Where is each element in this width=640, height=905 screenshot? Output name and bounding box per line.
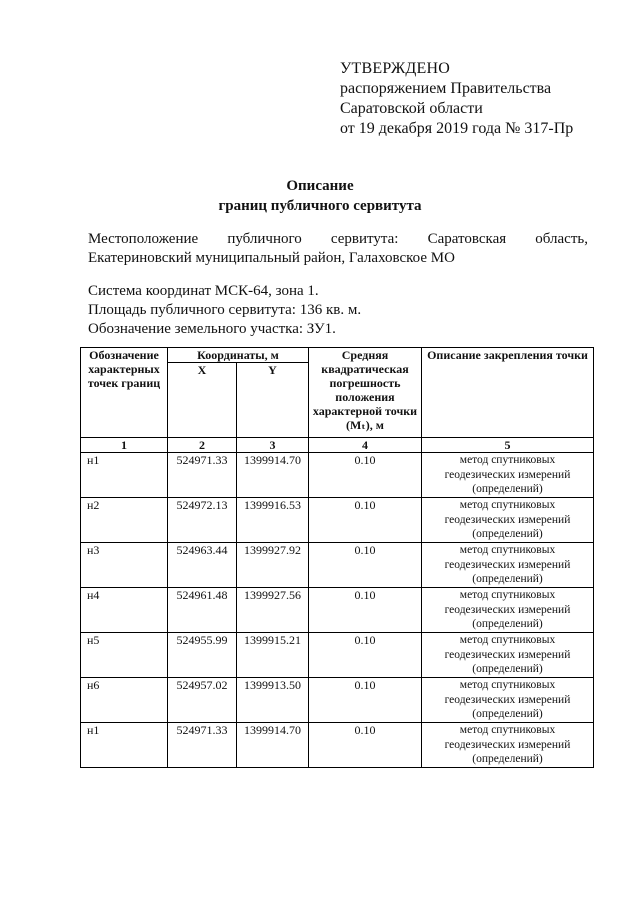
table-row bbox=[81, 543, 594, 588]
point-name: н5 bbox=[81, 633, 168, 678]
coord-x: 524971.33 bbox=[168, 723, 237, 768]
table-row bbox=[81, 633, 594, 678]
point-description: метод спутниковых геодезических измерений (определений) bbox=[422, 633, 594, 678]
table-row bbox=[81, 588, 594, 633]
point-description: метод спутниковых геодезических измерений (определений) bbox=[422, 678, 594, 723]
point-error: 0.10 bbox=[309, 543, 422, 588]
location-word: публичного bbox=[227, 231, 302, 247]
header-error: Средняя квадратическая погрешность положения характерной точки (Mₜ), м bbox=[309, 348, 422, 438]
header-description: Описание закрепления точки bbox=[422, 348, 594, 438]
point-error: 0.10 bbox=[309, 723, 422, 768]
point-description: метод спутниковых геодезических измерений (определений) bbox=[422, 588, 594, 633]
coord-y: 1399916.53 bbox=[237, 498, 309, 543]
location-word: сервитута: bbox=[330, 231, 399, 247]
coord-y: 1399914.70 bbox=[237, 723, 309, 768]
point-description: метод спутниковых геодезических измерений (определений) bbox=[422, 543, 594, 588]
point-error: 0.10 bbox=[309, 633, 422, 678]
column-number: 3 bbox=[237, 438, 309, 453]
location-word: область, bbox=[535, 231, 588, 247]
coordinates-table bbox=[80, 347, 594, 768]
table-row bbox=[81, 678, 594, 723]
header-x: X bbox=[168, 363, 237, 438]
approval-heading: УТВЕРЖДЕНО bbox=[340, 60, 451, 77]
coord-x: 524963.44 bbox=[168, 543, 237, 588]
info-block bbox=[88, 282, 361, 339]
location-word: Саратовская bbox=[427, 231, 507, 247]
table-row bbox=[81, 453, 594, 498]
point-error: 0.10 bbox=[309, 453, 422, 498]
header-point: Обозначение характерных точек границ bbox=[81, 348, 168, 438]
title-line: Описание bbox=[286, 178, 354, 194]
point-name: н1 bbox=[81, 723, 168, 768]
point-error: 0.10 bbox=[309, 588, 422, 633]
column-number: 1 bbox=[81, 438, 168, 453]
column-number: 4 bbox=[309, 438, 422, 453]
table-row bbox=[81, 723, 594, 768]
coord-y: 1399927.56 bbox=[237, 588, 309, 633]
point-name: н4 bbox=[81, 588, 168, 633]
point-description: метод спутниковых геодезических измерений (определений) bbox=[422, 453, 594, 498]
location-line: Екатериновский муниципальный район, Галаховское МО bbox=[88, 250, 455, 266]
column-number: 5 bbox=[422, 438, 594, 453]
point-error: 0.10 bbox=[309, 678, 422, 723]
approval-line: от 19 декабря 2019 года № 317-Пр bbox=[340, 120, 574, 137]
area-text: Площадь публичного сервитута: 136 кв. м. bbox=[88, 302, 362, 318]
location-line-justified bbox=[88, 230, 588, 249]
column-number: 2 bbox=[168, 438, 237, 453]
parcel-text: Обозначение земельного участка: ЗУ1. bbox=[88, 321, 336, 337]
coord-y: 1399913.50 bbox=[237, 678, 309, 723]
point-error: 0.10 bbox=[309, 498, 422, 543]
column-number-row bbox=[81, 438, 594, 453]
location-word: Местоположение bbox=[88, 231, 199, 247]
coord-x: 524957.02 bbox=[168, 678, 237, 723]
point-name: н2 bbox=[81, 498, 168, 543]
point-name: н6 bbox=[81, 678, 168, 723]
approval-line: распоряжением Правительства bbox=[340, 80, 552, 97]
coord-x: 524971.33 bbox=[168, 453, 237, 498]
location-paragraph bbox=[88, 230, 588, 268]
coord-x: 524961.48 bbox=[168, 588, 237, 633]
approval-block bbox=[340, 59, 573, 139]
coord-y: 1399915.21 bbox=[237, 633, 309, 678]
title-line: границ публичного сервитута bbox=[218, 198, 422, 214]
point-name: н1 bbox=[81, 453, 168, 498]
document-title bbox=[0, 176, 640, 216]
coord-x: 524972.13 bbox=[168, 498, 237, 543]
coord-x: 524955.99 bbox=[168, 633, 237, 678]
coord-y: 1399914.70 bbox=[237, 453, 309, 498]
point-name: н3 bbox=[81, 543, 168, 588]
approval-line: Саратовской области bbox=[340, 100, 483, 117]
table-row bbox=[81, 498, 594, 543]
header-y: Y bbox=[237, 363, 309, 438]
point-description: метод спутниковых геодезических измерений (определений) bbox=[422, 498, 594, 543]
point-description: метод спутниковых геодезических измерений (определений) bbox=[422, 723, 594, 768]
header-coordinates: Координаты, м bbox=[168, 348, 309, 363]
coord-system-text: Система координат МСК-64, зона 1. bbox=[88, 283, 319, 299]
coord-y: 1399927.92 bbox=[237, 543, 309, 588]
